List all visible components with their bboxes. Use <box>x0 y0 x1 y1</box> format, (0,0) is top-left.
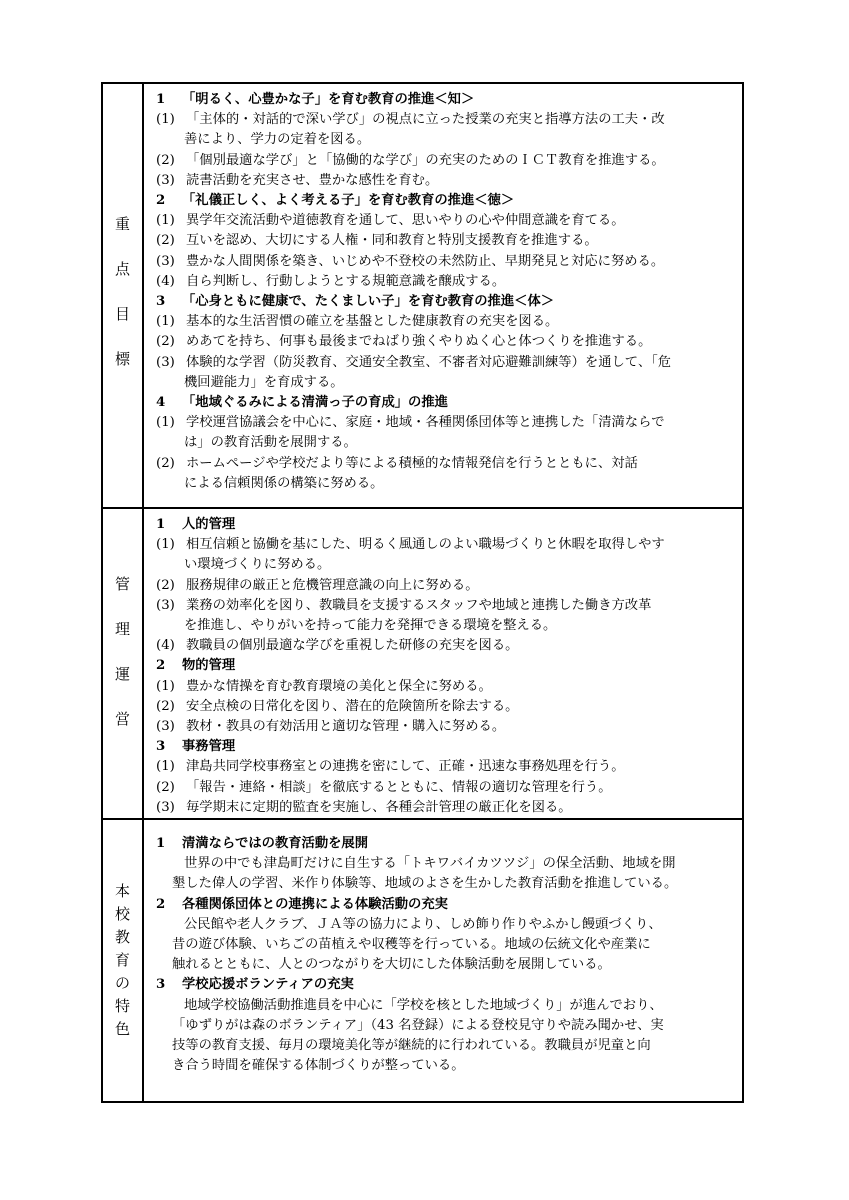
item-number: (2) <box>156 577 175 593</box>
list-item <box>156 778 736 798</box>
item-text: 「個別最適な学び」と「協働的な学び」の充実のためのＩＣＴ教育を推進する。 <box>186 152 665 168</box>
section-heading <box>156 515 736 535</box>
heading-text: 清満ならではの教育活動を展開 <box>182 836 369 852</box>
heading-text: 学校応援ボランティアの充実 <box>182 977 354 993</box>
item-text: 津島共同学校事務室との連携を密にして、正確・迅速な事務処理を行う。 <box>186 759 625 775</box>
list-item <box>156 332 736 352</box>
section-heading <box>156 834 736 854</box>
item-text: ホームページや学校だより等による積極的な情報発信を行うとともに、対話 <box>186 455 638 471</box>
section-content-cell <box>143 83 743 508</box>
list-item <box>156 312 736 332</box>
heading-text: 事務管理 <box>182 739 236 755</box>
item-number: (3) <box>156 719 175 735</box>
label-char: 営 <box>114 710 130 728</box>
section-content-cell <box>143 508 743 819</box>
section-heading <box>156 90 736 110</box>
heading-text: 各種関係団体との連携による体験活動の充実 <box>182 896 448 912</box>
item-number: (1) <box>156 678 175 694</box>
item-number: (4) <box>156 273 175 289</box>
label-char: 校 <box>114 905 130 924</box>
section-focus-goals <box>102 83 743 508</box>
text-line: 墾した偉人の学習、米作り体験等、地域のよさを生かした教育活動を推進している。 <box>172 876 678 892</box>
section-heading <box>156 895 736 915</box>
item-number: (1) <box>156 112 175 128</box>
list-item <box>156 596 736 616</box>
text-line: 善により、学力の定着を図る。 <box>184 132 371 148</box>
list-item <box>156 636 736 656</box>
item-text: 「報告・連絡・相談」を徹底するとともに、情報の適切な管理を行う。 <box>186 779 612 795</box>
item-text: 教材・教具の有効活用と適切な管理・購入に努める。 <box>186 719 506 735</box>
list-item <box>156 211 736 231</box>
item-number: (1) <box>156 314 175 330</box>
section-label-cell <box>102 508 143 819</box>
heading-number: 1 <box>156 92 166 107</box>
item-number: (2) <box>156 152 175 168</box>
list-item <box>156 717 736 737</box>
text-line: 機回避能力」を育成する。 <box>184 374 344 390</box>
item-number: (2) <box>156 334 175 350</box>
text-line: き合う時間を確保する体制づくりが整っている。 <box>172 1058 465 1074</box>
item-number: (1) <box>156 759 175 775</box>
section-label-cell <box>102 819 143 1102</box>
item-number: (2) <box>156 779 175 795</box>
heading-number: 1 <box>156 517 166 532</box>
label-char: 重 <box>114 215 130 233</box>
item-text: 安全点検の日常化を図り、潜在的危険箇所を除去する。 <box>186 698 519 714</box>
item-number: (3) <box>156 172 175 188</box>
item-text: 互いを認め、大切にする人権・同和教育と特別支援教育を推進する。 <box>186 233 598 249</box>
item-number: (2) <box>156 698 175 714</box>
item-text: 業務の効率化を図り、教職員を支援するスタッフや地域と連携した働き方改革 <box>186 597 652 613</box>
label-char: 本 <box>114 882 130 901</box>
item-text: 自ら判断し、行動しようとする規範意識を醸成する。 <box>186 273 506 289</box>
section-heading <box>156 975 736 995</box>
item-text: 学校運営協議会を中心に、家庭・地域・各種関係団体等と連携した「清満ならで <box>186 415 665 431</box>
heading-number: 2 <box>156 896 166 912</box>
text-line: 世界の中でも津島町だけに自生する「トキワバイカツツジ」の保全活動、地域を開 <box>184 856 676 872</box>
item-text: 教職員の個別最適な学びを重視した研修の充実を図る。 <box>186 638 519 654</box>
label-char: 標 <box>114 350 130 368</box>
text-line: い環境づくりに努める。 <box>184 557 331 573</box>
label-char: 色 <box>114 1020 130 1039</box>
item-text: 服務規律の厳正と危機管理意識の向上に努める。 <box>186 577 479 593</box>
heading-number: 2 <box>156 193 166 209</box>
item-text: 体験的な学習（防災教育、交通安全教室、不審者対応避難訓練等）を通して、「危 <box>186 354 672 370</box>
section-lines <box>156 834 736 1076</box>
heading-number: 3 <box>156 977 166 993</box>
section-heading <box>156 737 736 757</box>
section-lines <box>156 90 736 494</box>
list-item <box>156 151 736 171</box>
heading-text: 「地域ぐるみによる清満っ子の育成」の推進 <box>182 395 448 411</box>
section-label-vertical <box>103 880 142 1041</box>
text-line: による信頼関係の構築に努める。 <box>184 475 384 491</box>
item-number: (3) <box>156 354 175 370</box>
item-number: (1) <box>156 213 175 229</box>
text-line: 「ゆずりがは森のボランティア」（43 名登録）による登校見守りや読み聞かせ、実 <box>172 1017 664 1033</box>
list-item <box>156 252 736 272</box>
item-text: 「主体的・対話的で深い学び」の視点に立った授業の充実と指導方法の工夫・改 <box>186 112 665 128</box>
item-text: 豊かな情操を育む教育環境の美化と保全に努める。 <box>186 678 492 694</box>
section-management <box>102 508 743 819</box>
item-text: 基本的な生活習慣の確立を基盤とした健康教育の充実を図る。 <box>186 314 559 330</box>
heading-text: 物的管理 <box>182 658 236 674</box>
list-item <box>156 171 736 191</box>
heading-number: 1 <box>156 836 166 852</box>
section-content-cell <box>143 819 743 1102</box>
item-text: 毎学期末に定期的監査を実施し、各種会計管理の厳正化を図る。 <box>186 799 572 815</box>
list-item <box>156 697 736 717</box>
item-text: 豊かな人間関係を築き、いじめや不登校の未然防止、早期発見と対応に努める。 <box>186 253 665 269</box>
section-heading <box>156 292 736 312</box>
label-char: 特 <box>114 997 130 1016</box>
section-school-features <box>102 819 743 1102</box>
list-item <box>156 535 736 555</box>
label-char: 教 <box>114 928 130 947</box>
text-line: を推進し、やりがいを持って能力を発揮できる環境を整える。 <box>184 618 557 634</box>
item-number: (3) <box>156 799 175 815</box>
item-text: 異学年交流活動や道徳教育を通して、思いやりの心や仲間意識を育てる。 <box>186 213 625 229</box>
list-item <box>156 272 736 292</box>
label-char: 目 <box>114 305 130 323</box>
text-line: 触れるとともに、人とのつながりを大切にした体験活動を展開している。 <box>172 957 611 973</box>
heading-text: 人的管理 <box>182 517 236 532</box>
heading-number: 3 <box>156 294 166 310</box>
list-item <box>156 454 736 474</box>
item-number: (1) <box>156 415 175 431</box>
section-label-cell <box>102 83 143 508</box>
label-char: 点 <box>114 260 130 278</box>
item-text: 読書活動を充実させ、豊かな感性を育む。 <box>186 172 439 188</box>
list-item <box>156 798 736 818</box>
label-char: 管 <box>114 575 130 593</box>
section-lines <box>156 515 736 818</box>
list-item <box>156 576 736 596</box>
item-number: (1) <box>156 537 175 553</box>
text-line: 地域学校協働活動推進員を中心に「学校を核とした地域づくり」が進んでおり、 <box>184 997 663 1013</box>
section-heading <box>156 191 736 211</box>
label-char: 運 <box>114 665 130 683</box>
heading-number: 3 <box>156 739 166 755</box>
label-char: 育 <box>114 951 130 970</box>
heading-text: 「明るく、心豊かな子」を育む教育の推進＜知＞ <box>182 92 475 107</box>
school-plan-table <box>101 82 744 1103</box>
heading-text: 「心身ともに健康で、たくましい子」を育む教育の推進＜体＞ <box>182 294 555 310</box>
text-line: 昔の遊び体験、いちごの苗植えや収穫等を行っている。地域の伝統文化や産業に <box>172 937 651 953</box>
item-number: (2) <box>156 233 175 249</box>
text-line: 技等の教育支援、毎月の環境美化等が継続的に行われている。教職員が児童と向 <box>172 1038 651 1054</box>
text-line: は」の教育活動を展開する。 <box>184 435 357 451</box>
label-char: の <box>114 974 130 993</box>
list-item <box>156 110 736 130</box>
text-line: 公民館や老人クラブ、ＪＡ等の協力により、しめ飾り作りやふかし饅頭づくり、 <box>184 916 662 932</box>
item-number: (4) <box>156 638 175 654</box>
item-number: (2) <box>156 455 175 471</box>
item-number: (3) <box>156 253 175 269</box>
list-item <box>156 353 736 373</box>
label-char: 理 <box>114 620 130 638</box>
list-item <box>156 757 736 777</box>
heading-number: 4 <box>156 395 166 411</box>
section-heading <box>156 393 736 413</box>
heading-text: 「礼儀正しく、よく考える子」を育む教育の推進＜徳＞ <box>182 193 515 209</box>
list-item <box>156 413 736 433</box>
list-item <box>156 677 736 697</box>
item-text: 相互信頼と協働を基にした、明るく風通しのよい職場づくりと休暇を取得しやす <box>186 537 665 553</box>
section-heading <box>156 656 736 676</box>
item-text: めあてを持ち、何事も最後までねばり強くやりぬく心と体つくりを推進する。 <box>186 334 652 350</box>
item-number: (3) <box>156 597 175 613</box>
list-item <box>156 231 736 251</box>
heading-number: 2 <box>156 658 166 674</box>
